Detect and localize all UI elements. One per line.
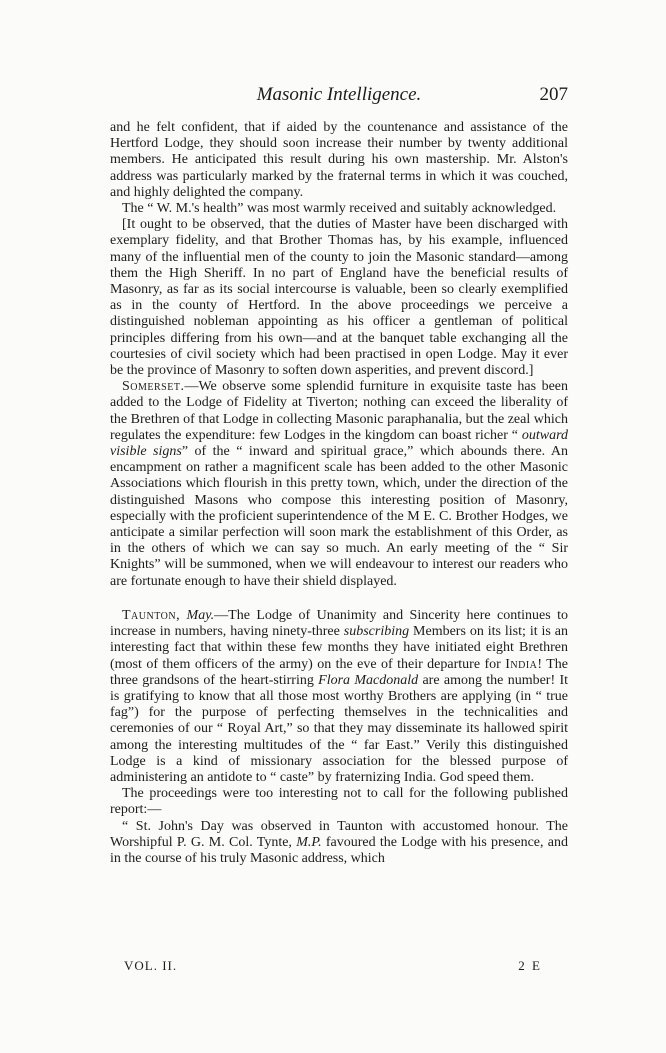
text-run: “ St. John's Day was observed in Taunton with accustomed honour. The Worshipful P. G. M. Col. Tynte, bbox=[110, 818, 568, 850]
italic-run: Flora Macdonald bbox=[318, 672, 419, 688]
paragraph-somerset bbox=[110, 379, 568, 590]
text-run: —We observe some splendid furniture in exquisite taste has been added to the Lodge of Fidelity at Tiverton; nothing can exceed the liberality of the Brethren of that Lodge in collecting Masonic paraphanalia, but the zeal which regulates the expenditure: few Lodges in the kingdom can boast richer “ bbox=[110, 379, 568, 443]
date-heading: May. bbox=[186, 607, 215, 623]
paragraph-editorial-note: [It ought to be observed, that the duties of Master have been discharged with exemplary fidelity, and that Brother Thomas has, by his example, influenced many of the influential men of the county to join the Masonic standard—among them the High Sheriff. In no part of England have the beneficial results of Masonry, as far as its social intercourse is valuable, been so clearly exemplified as in the county of Hertford. In the above proceedings we perceive a distinguished nobleman appointing as his officer a gentleman of political principles differing from his own—and at the banquet table exchanging all the courtesies of civil society which had been practised in open Lodge. May it ever be the province of Masonry to soften down asperities, and prevent discord.] bbox=[110, 217, 568, 379]
place-heading-somerset: Somerset. bbox=[122, 379, 185, 395]
running-title: Masonic Intelligence. bbox=[256, 84, 422, 105]
italic-run: outward visible signs bbox=[110, 427, 568, 460]
small-caps-run: India bbox=[505, 656, 538, 672]
paragraph-report-quote bbox=[110, 819, 568, 868]
paragraph-proceedings: The proceedings were too interesting not to call for the following published report:— bbox=[110, 786, 568, 818]
text-run: —The Lodge of Unanimity and Sincerity here continues to increase in numbers, having ninety-three bbox=[110, 607, 568, 640]
text-run: ” of the “ inward and spiritual grace,” which abounds there. An encampment on rather a magnificent scale has been added to the other Masonic Associations which flourish in this pretty town, which, under the direction of the distinguished Masons who compose this interesting position of Masonry, especially with the proficient superintendence of the M E. C. Brother Hodges, we anticipate a similar perfection will soon mark the establishment of this Order, as in the others of which we can say so much. An early meeting of the “ Sir Knights” will be summoned, when we will endeavour to interest our readers who are fortunate enough to have their shield displayed. bbox=[110, 444, 568, 589]
paragraph-continued: and he felt confident, that if aided by the countenance and assistance of the Hertford Lodge, they should soon increase their number by twenty additional members. He anticipated this result during his own mastership. Mr. Alston's address was particularly marked by the fraternal terms in which it was couched, and highly delighted the company. bbox=[110, 120, 568, 200]
text-run: favoured the Lodge with his presence, and in the course of his truly Masonic address, which bbox=[110, 834, 568, 866]
text-run: ! The three grandsons of the heart-stirring bbox=[110, 656, 568, 688]
running-header bbox=[110, 84, 568, 108]
volume-label: VOL. II. bbox=[124, 958, 178, 973]
paragraph-taunton bbox=[110, 608, 568, 786]
paragraph-wm-health: The “ W. M.'s health” was most warmly received and suitably acknowledged. bbox=[122, 201, 557, 217]
text-run: are among the number! It is gratifying to know that all those most worthy Brothers are applying (in “ true fag”) for the purpose of perfecting themselves in the technicalities and ceremonies of our “ Royal Art,” so that they may disseminate its hallowed spirit among the interesting multitudes of the “ far East.” Verily this distinguished Lodge is a kind of missionary association for the blessed purpose of administering an antidote to “ caste” by fraternizing India. God speed them. bbox=[110, 672, 569, 785]
page-footer bbox=[110, 958, 568, 976]
signature-mark: 2 E bbox=[518, 958, 542, 973]
italic-run: subscribing bbox=[343, 624, 410, 640]
place-heading-taunton: Taunton, bbox=[122, 607, 181, 623]
text-run: Members on its list; it is an interesting fact that within these few months they have initiated eight Brethren (most of them officers of the army) on the eve of their departure for bbox=[110, 624, 568, 672]
italic-run: M.P. bbox=[296, 834, 322, 850]
body-text bbox=[110, 120, 568, 867]
page-number: 207 bbox=[539, 84, 568, 105]
